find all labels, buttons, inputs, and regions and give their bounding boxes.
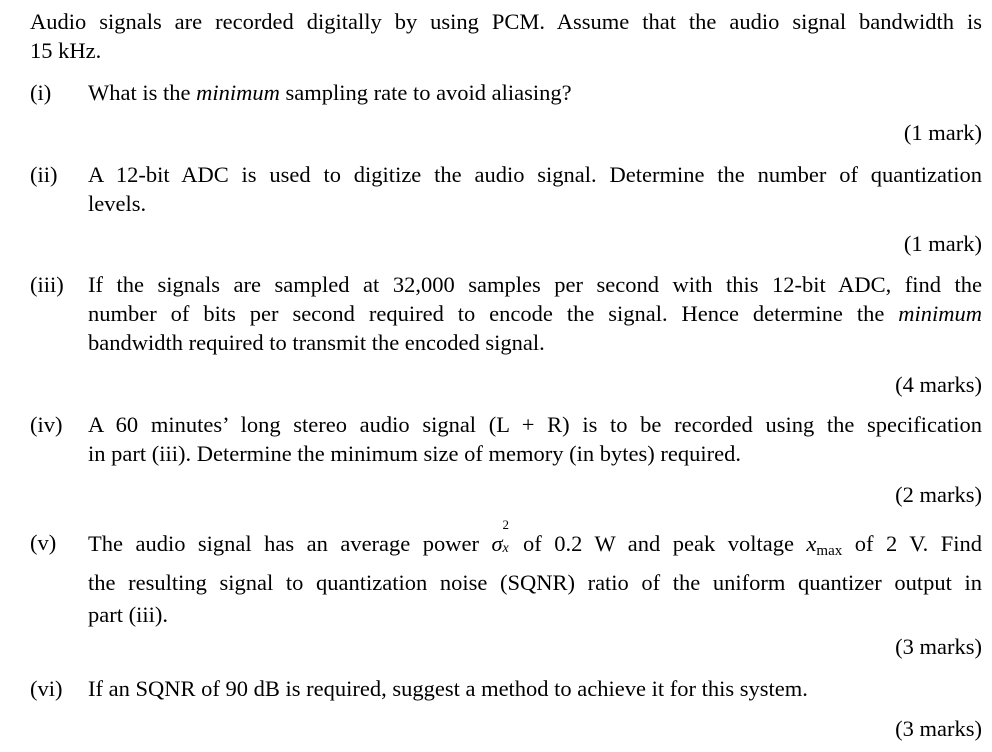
- question-text-part: The audio signal has an average power: [88, 531, 492, 556]
- question-text: [88, 517, 982, 631]
- marks-v: (3 marks): [895, 634, 982, 659]
- question-line: A 12-bit ADC is used to digitize the audio signal. Determine the number of quantization: [88, 162, 982, 187]
- question-iv: [30, 410, 982, 468]
- question-ii: [30, 160, 982, 218]
- question-number: (ii): [30, 162, 58, 187]
- marks-ii: (1 mark): [903, 231, 982, 256]
- question-text-part: of 0.2 W and peak voltage: [510, 531, 807, 556]
- question-text: [88, 410, 982, 468]
- question-text-part: What is the: [88, 80, 197, 105]
- question-vi: [30, 674, 982, 703]
- question-i: [30, 78, 982, 107]
- sigma-x-squared: [491, 517, 510, 560]
- question-number: (vi): [30, 676, 63, 701]
- question-text-part: of 2 V. Find: [842, 531, 982, 556]
- question-line: If an SQNR of 90 dB is required, suggest a method to achieve it for this system.: [88, 676, 808, 701]
- marks-iv: (2 marks): [895, 482, 982, 507]
- question-text: [88, 270, 982, 357]
- intro-line-1: Audio signals are recorded digitally by using PCM. Assume that the audio signal bandwidth is: [30, 9, 982, 34]
- question-number: (v): [30, 530, 57, 555]
- marks-i: (1 mark): [903, 120, 982, 145]
- marks-vi: (3 marks): [895, 716, 982, 741]
- question-text: [88, 674, 982, 703]
- question-number: (i): [30, 80, 52, 105]
- question-text: [88, 78, 982, 107]
- x-symbol: x: [806, 531, 817, 556]
- sigma-subscript: x: [502, 541, 509, 556]
- question-line: A 60 minutes’ long stereo audio signal (L + R) is to be recorded using the specification: [88, 412, 982, 437]
- question-line: in part (iii). Determine the minimum size of memory (in bytes) required.: [88, 441, 741, 466]
- question-line: bandwidth required to transmit the encoded signal.: [88, 330, 545, 355]
- question-text: [88, 160, 982, 218]
- question-line: the resulting signal to quantization noise (SQNR) ratio of the uniform quantizer output in: [88, 570, 982, 595]
- question-line: [88, 299, 982, 328]
- sigma-symbol: σ: [491, 531, 503, 556]
- question-iii: [30, 270, 982, 357]
- question-text-part: number of bits per second required to encode the signal. Hence determine the: [88, 301, 899, 326]
- x-subscript-max: max: [816, 543, 843, 559]
- question-v: [30, 517, 982, 631]
- question-line: part (iii).: [88, 602, 168, 627]
- emphasis-minimum: minimum: [898, 301, 982, 326]
- emphasis-minimum: minimum: [196, 80, 280, 105]
- sigma-superscript: 2: [502, 517, 509, 532]
- question-line: levels.: [88, 191, 147, 216]
- intro-line-2: 15 kHz.: [30, 38, 102, 63]
- question-number: (iv): [30, 412, 63, 437]
- x-max-symbol: [806, 531, 843, 559]
- question-line: [88, 517, 982, 567]
- marks-iii: (4 marks): [895, 372, 982, 397]
- question-line: If the signals are sampled at 32,000 samples per second with this 12-bit ADC, find the: [88, 272, 982, 297]
- intro-paragraph: [30, 7, 982, 65]
- question-number: (iii): [30, 272, 64, 297]
- question-text-part: sampling rate to avoid aliasing?: [279, 80, 572, 105]
